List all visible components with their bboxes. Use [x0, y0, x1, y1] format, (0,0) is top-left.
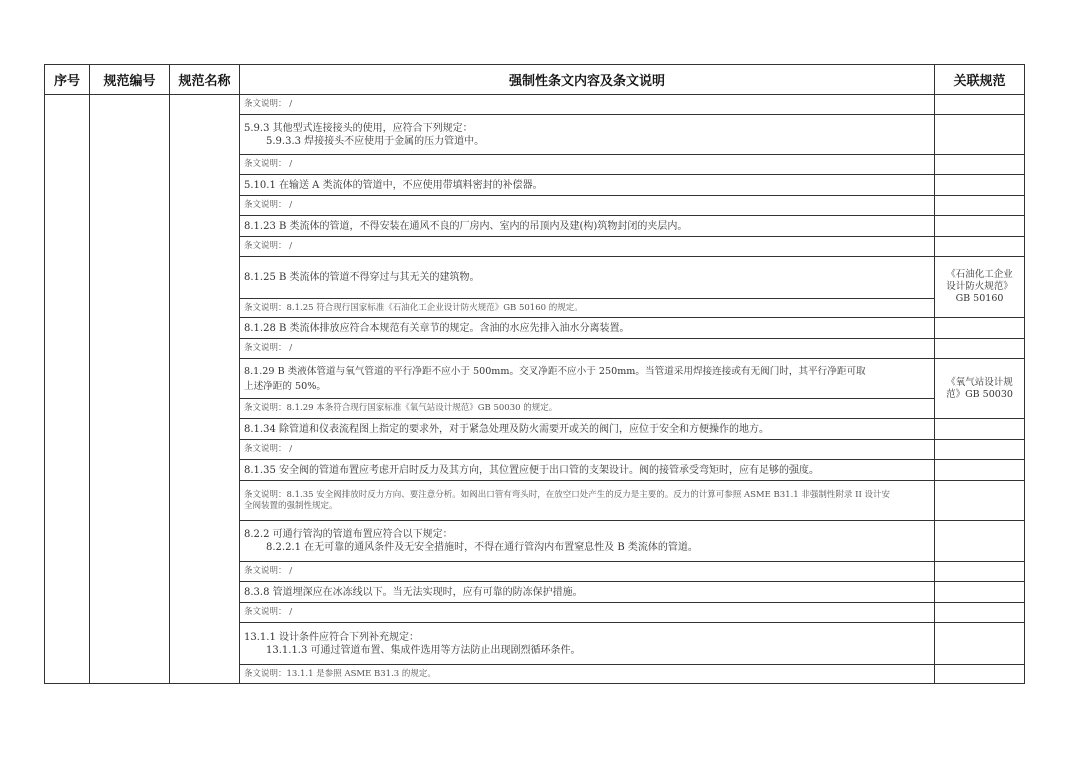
clause-text: [240, 521, 935, 562]
clause-note: 条文说明：13.1.1 是参照 ASME B31.3 的规定。: [240, 665, 935, 684]
related-cell: [935, 440, 1025, 460]
clause-note-line: 全阀装置的强制性规定。: [244, 500, 338, 511]
clause-text: 8.1.34 除管道和仪表流程图上指定的要求外，对于紧急处理及防火需要开或关的阀门，应位于安全和方便操作的地方。: [240, 419, 935, 440]
related-cell: [935, 339, 1025, 359]
clause-line: 8.2.2 可通行管沟的管道布置应符合以下规定：: [244, 529, 453, 540]
related-standard-line: 设计防火规范》: [946, 281, 1013, 292]
clause-text: [240, 623, 935, 665]
related-cell: [935, 623, 1025, 665]
related-standard-line: 《氧气站设计规: [946, 376, 1013, 388]
related-standard-cell: [935, 257, 1025, 318]
name-cell: [170, 95, 240, 684]
related-cell: [935, 521, 1025, 562]
clause-note: 条文说明： /: [240, 237, 935, 257]
related-cell: [935, 196, 1025, 216]
related-standard-cell: [935, 359, 1025, 419]
clause-note: 条文说明： /: [240, 95, 935, 115]
clause-note: 条文说明： /: [240, 196, 935, 216]
clause-text: 8.1.25 B 类流体的管道不得穿过与其无关的建筑物。: [240, 257, 935, 299]
clause-note: 条文说明： /: [240, 440, 935, 460]
clause-note: 条文说明： /: [240, 155, 935, 175]
related-cell: [935, 175, 1025, 196]
clause-note: 条文说明：8.1.29 本条符合现行国家标准《氧气站设计规范》GB 50030 的规定。: [240, 399, 935, 419]
related-cell: [935, 95, 1025, 115]
table-header-row: [45, 65, 1025, 95]
related-cell: [935, 115, 1025, 155]
clause-subline: 8.2.2.1 在无可靠的通风条件及无安全措施时，不得在通行管沟内布置窒息性及 B 类流体的管道。: [266, 542, 698, 553]
related-cell: [935, 318, 1025, 339]
clause-line: 8.1.29 B 类液体管道与氧气管道的平行净距不应小于 500mm。交叉净距不应小于 250mm。当管道采用焊接连接或有无阀门时，其平行净距可取: [244, 365, 866, 377]
clause-note: 条文说明： /: [240, 603, 935, 623]
clause-note: [240, 481, 935, 521]
clause-text: 5.10.1 在输送 A 类流体的管道中，不应使用带填料密封的补偿器。: [240, 175, 935, 196]
clause-text: [240, 359, 935, 399]
clause-line: 5.9.3 其他型式连接接头的使用，应符合下列规定：: [244, 122, 473, 134]
related-cell: [935, 665, 1025, 684]
clause-text: 8.1.23 B 类流体的管道，不得安装在通风不良的厂房内、室内的吊顶内及建(构)筑物封闭的夹层内。: [240, 216, 935, 237]
header-content: 强制性条文内容及条文说明: [240, 65, 935, 95]
clause-text: 8.1.28 B 类流体排放应符合本规范有关章节的规定。含油的水应先排入油水分离装置。: [240, 318, 935, 339]
clause-line: 上述净距的 50%。: [244, 380, 326, 392]
related-cell: [935, 155, 1025, 175]
header-name: 规范名称: [170, 65, 240, 95]
clause-text: 8.3.8 管道埋深应在冰冻线以下。当无法实现时，应有可靠的防冻保护措施。: [240, 582, 935, 603]
related-cell: [935, 216, 1025, 237]
clause-text: 8.1.35 安全阀的管道布置应考虑开启时反力及其方向，其位置应便于出口管的支架设计。阀的接管承受弯矩时，应有足够的强度。: [240, 460, 935, 481]
related-cell: [935, 603, 1025, 623]
mandatory-clauses-table: [44, 64, 1025, 684]
related-cell: [935, 419, 1025, 440]
clause-note: 条文说明： /: [240, 339, 935, 359]
code-cell: [90, 95, 170, 684]
clause-line: 13.1.1 设计条件应符合下列补充规定：: [244, 631, 419, 643]
seq-cell: [45, 95, 90, 684]
related-cell: [935, 481, 1025, 521]
related-standard-line: 《石油化工企业: [946, 269, 1013, 280]
clause-note-line: 条文说明：8.1.35 安全阀排放时反力方向、要注意分析。如阀出口管有弯头时，在放空口处产生的反力是主要的。反力的计算可参照 ASME B31.1 非强制性附录 II 设计安: [244, 489, 891, 500]
related-cell: [935, 460, 1025, 481]
related-cell: [935, 237, 1025, 257]
header-related: 关联规范: [935, 65, 1025, 95]
clause-subline: 5.9.3.3 焊接接头不应使用于金属的压力管道中。: [266, 135, 485, 147]
related-cell: [935, 562, 1025, 582]
related-cell: [935, 582, 1025, 603]
header-code: 规范编号: [90, 65, 170, 95]
clause-text: [240, 115, 935, 155]
header-seq: 序号: [45, 65, 90, 95]
related-standard-line: 范》GB 50030: [946, 388, 1013, 400]
clause-subline: 13.1.1.3 可通过管道布置、集成件选用等方法防止出现剧烈循环条件。: [266, 644, 581, 656]
clause-note: 条文说明：8.1.25 符合现行国家标准《石油化工企业设计防火规范》GB 50160 的规定。: [240, 299, 935, 318]
table-row: [45, 95, 1025, 115]
clause-note: 条文说明： /: [240, 562, 935, 582]
related-standard-line: GB 50160: [955, 293, 1004, 304]
